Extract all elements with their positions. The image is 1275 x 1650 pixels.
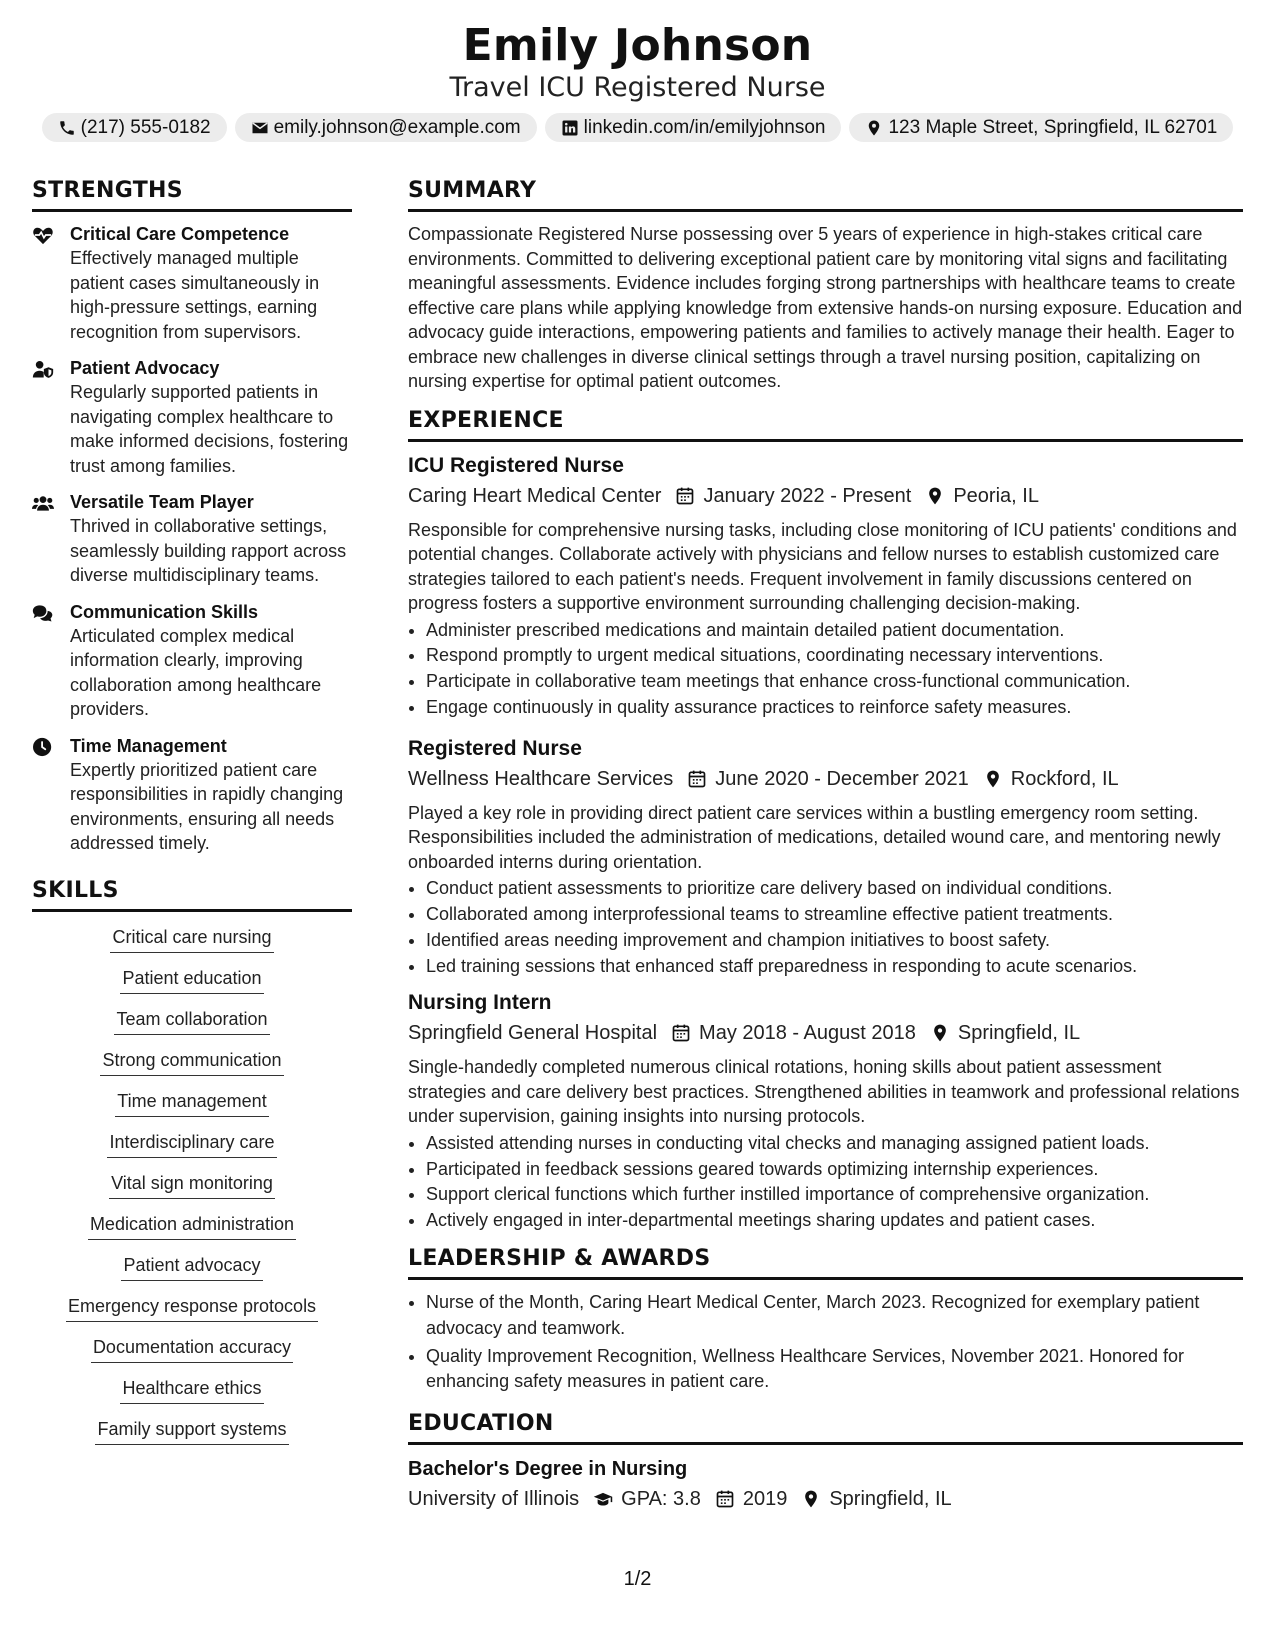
strength-desc: Regularly supported patients in navigating complex healthcare to make informed decisions, fostering trust among families. (70, 382, 349, 476)
skill-tag: Patient advocacy (121, 1254, 262, 1281)
contact-bar (0, 113, 1275, 142)
bullet-item: • Engage continuously in quality assurance practices to reinforce safety measures. (426, 695, 1243, 721)
job-company: Wellness Healthcare Services (408, 767, 674, 790)
linkedin-icon (561, 119, 579, 137)
users-icon (32, 493, 54, 513)
contact-text: emily.johnson@example.com (273, 116, 521, 138)
email-icon (251, 119, 269, 137)
right-column (408, 178, 1243, 1521)
job-entry (408, 735, 1243, 980)
strength-desc: Thrived in collaborative settings, seamlessly building rapport across diverse multidisciplinary teams. (70, 516, 347, 585)
degree-title: Bachelor's Degree in Nursing (408, 1458, 688, 1481)
award-item: • Nurse of the Month, Caring Heart Medical Center, March 2023. Recognized for exemplary patient advocacy and teamwork. (426, 1290, 1243, 1342)
summary-heading: SUMMARY (408, 178, 1243, 212)
skill-tag: Time management (115, 1090, 268, 1117)
location-icon (801, 1489, 821, 1509)
calendar-icon (715, 1489, 735, 1509)
strength-title: Patient Advocacy (70, 358, 220, 378)
job-description: Played a key role in providing direct patient care services within a bustling emergency room setting. Responsibilities included the administration of medications, detailed wound care, and mentoring newly onboarded interns during orientation. (408, 802, 1221, 872)
skill-tag: Critical care nursing (110, 926, 273, 953)
bullet-item: • Administer prescribed medications and maintain detailed patient documentation. (426, 618, 1243, 644)
contact-text: 123 Maple Street, Springfield, IL 62701 (888, 116, 1218, 138)
awards-list (408, 1290, 1243, 1395)
location-icon (930, 1023, 950, 1043)
job-meta (408, 1017, 1243, 1049)
skill-tag: Patient education (120, 967, 263, 994)
experience-heading: EXPERIENCE (408, 408, 1243, 442)
job-entry (408, 452, 1243, 721)
job-meta (408, 763, 1243, 795)
job-location: Peoria, IL (953, 484, 1039, 507)
school-name: University of Illinois (408, 1488, 580, 1511)
skill-tag: Strong communication (100, 1049, 283, 1076)
strengths-heading: STRENGTHS (32, 178, 352, 212)
contact-linkedin[interactable] (545, 113, 842, 142)
bullet-item: • Participated in feedback sessions geared towards optimizing internship experiences. (426, 1157, 1243, 1183)
job-dates: June 2020 - December 2021 (715, 767, 969, 790)
strength-desc: Expertly prioritized patient care responsibilities in rapidly changing environments, ensuring all needs addressed timely. (70, 759, 344, 853)
skills-heading: SKILLS (32, 878, 352, 912)
strength-item (32, 600, 352, 722)
award-item: • Quality Improvement Recognition, Wellness Healthcare Services, November 2021. Honored for enhancing safety measures in patient care. (426, 1344, 1243, 1396)
calendar-icon (671, 1023, 691, 1043)
calendar-icon (675, 486, 695, 506)
strength-item (32, 490, 352, 588)
bullet-item: • Participate in collaborative team meetings that enhance cross-functional communication. (426, 669, 1243, 695)
bullet-item: • Conduct patient assessments to prioritize care delivery based on individual conditions. (426, 876, 1243, 902)
skill-tag: Vital sign monitoring (109, 1172, 275, 1199)
clock-icon (32, 737, 54, 757)
graduation-year: 2019 (742, 1488, 788, 1511)
strength-item (32, 222, 352, 344)
gpa: GPA: 3.8 (621, 1488, 701, 1511)
skill-tag: Team collaboration (114, 1008, 269, 1035)
education-meta (408, 1483, 1243, 1515)
job-bullets (408, 876, 1243, 979)
candidate-name: Emily Johnson (462, 20, 813, 71)
bullet-item: • Led training sessions that enhanced staff preparedness in responding to acute scenarios. (426, 954, 1243, 980)
job-location: Rockford, IL (1010, 767, 1119, 790)
strength-item (32, 734, 352, 856)
strength-desc: Articulated complex medical information clearly, improving collaboration among healthcare providers. (70, 625, 322, 719)
job-company: Caring Heart Medical Center (408, 484, 662, 507)
bullet-item: • Support clerical functions which further instilled importance of comprehensive organization. (426, 1182, 1243, 1208)
page-number: 1/2 (623, 1568, 652, 1590)
graduation-cap-icon (593, 1489, 613, 1509)
skill-tag: Family support systems (95, 1418, 288, 1445)
bullet-item: • Actively engaged in inter-departmental meetings sharing updates and patient cases. (426, 1208, 1243, 1234)
strength-title: Communication Skills (70, 601, 259, 622)
skill-tag: Healthcare ethics (120, 1377, 263, 1404)
summary-text: Compassionate Registered Nurse possessing over 5 years of experience in high-stakes critical care environments. Committed to delivering exceptional patient care by monitoring vital signs and facilitating meaningful assessments. Evidence includes forging strong partnerships with healthcare teams to create effective care plans while applying knowledge from extensive hands-on nursing exposure. Education and advocacy guide interactions, empowering patients and families to actively manage their health. Eager to embrace new challenges in diverse clinical settings through a travel nursing position, capitalizing on nursing expertise for optimal patient outcomes. (408, 224, 1243, 391)
job-bullets (408, 1131, 1243, 1234)
skill-tag: Medication administration (88, 1213, 296, 1240)
job-company: Springfield General Hospital (408, 1022, 658, 1045)
job-title: Registered Nurse (408, 736, 582, 760)
candidate-title: Travel ICU Registered Nurse (449, 72, 826, 103)
strength-item (32, 356, 352, 478)
skill-tag: Interdisciplinary care (107, 1131, 276, 1158)
skills-list (32, 922, 352, 1459)
job-dates: January 2022 - Present (703, 484, 912, 507)
strength-title: Time Management (70, 735, 227, 756)
user-shield-icon (32, 359, 54, 379)
strength-desc: Effectively managed multiple patient cases simultaneously in high-pressure settings, earning recognition from supervisors. (70, 248, 320, 342)
location-icon (925, 486, 945, 506)
contact-phone[interactable] (42, 113, 227, 142)
job-dates: May 2018 - August 2018 (699, 1022, 916, 1045)
contact-address[interactable] (849, 113, 1233, 142)
job-entry (408, 989, 1243, 1234)
job-location: Springfield, IL (957, 1022, 1081, 1045)
job-description: Responsible for comprehensive nursing tasks, including close monitoring of ICU patients' conditions and potential changes. Collaborate actively with physicians and fellow nurses to establish customized care strategies tailored to each patient's needs. Frequent involvement in family discussions centered on progress fosters a supportive environment surrounding challenging decision-making. (408, 519, 1237, 613)
awards-heading: LEADERSHIP & AWARDS (408, 1246, 1243, 1280)
job-title: ICU Registered Nurse (408, 453, 624, 477)
job-description: Single-handedly completed numerous clinical rotations, honing skills about patient assessment strategies and care delivery best practices. Strengthened abilities in teamwork and professional relations under supervision, gaining insights into nursing protocols. (408, 1057, 1240, 1127)
phone-icon (58, 119, 76, 137)
contact-email[interactable] (235, 113, 537, 142)
calendar-icon (687, 769, 707, 789)
education-heading: EDUCATION (408, 1411, 1243, 1445)
job-meta (408, 480, 1243, 512)
school-location: Springfield, IL (829, 1488, 952, 1511)
contact-text: (217) 555-0182 (80, 116, 211, 138)
strength-title: Critical Care Competence (70, 224, 290, 244)
strength-title: Versatile Team Player (70, 492, 254, 512)
bullet-item: • Assisted attending nurses in conducting vital checks and managing assigned patient loads. (426, 1131, 1243, 1157)
contact-text: linkedin.com/in/emilyjohnson (583, 116, 826, 138)
bullet-item: • Collaborated among interprofessional teams to streamline effective patient treatments. (426, 902, 1243, 928)
location-icon (865, 119, 883, 137)
bullet-item: • Identified areas needing improvement and champion initiatives to boost safety. (426, 928, 1243, 954)
skill-tag: Emergency response protocols (66, 1295, 318, 1322)
comments-icon (32, 603, 54, 623)
heartbeat-icon (32, 225, 54, 245)
bullet-item: • Respond promptly to urgent medical situations, coordinating necessary interventions. (426, 643, 1243, 669)
left-column (32, 178, 352, 1459)
job-bullets (408, 618, 1243, 721)
skill-tag: Documentation accuracy (91, 1336, 293, 1363)
job-title: Nursing Intern (408, 991, 552, 1015)
location-icon (983, 769, 1003, 789)
